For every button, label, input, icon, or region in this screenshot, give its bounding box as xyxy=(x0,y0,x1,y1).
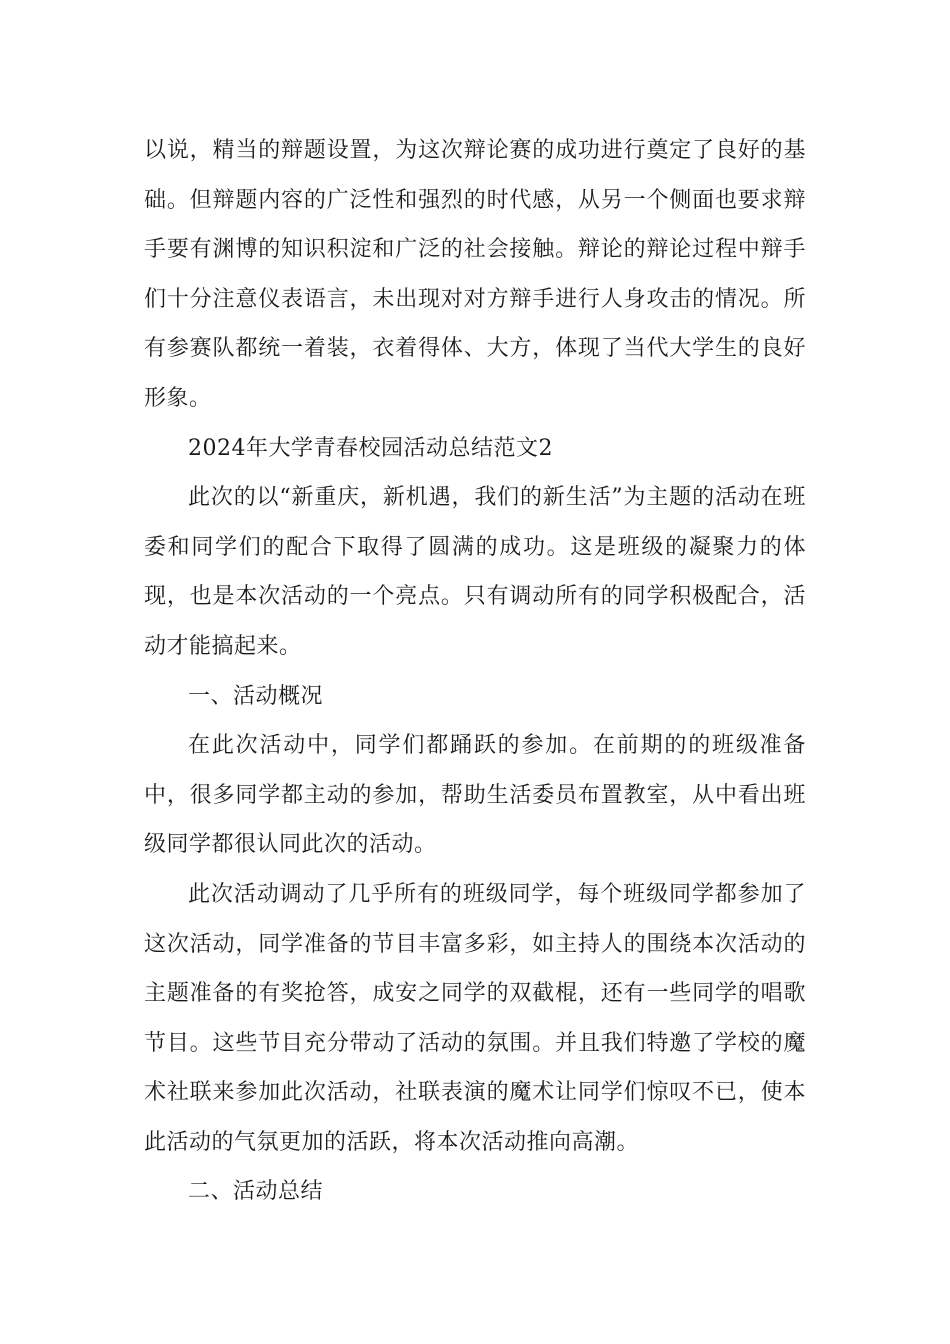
section-heading-overview: 一、活动概况 xyxy=(188,683,324,709)
paragraph-debate-summary: 以说，精当的辩题设置，为这次辩论赛的成功进行奠定了良好的基础。但辩题内容的广泛性和强烈的时代感，从另一个侧面也要求辩手要有渊博的知识积淀和广泛的社会接触。辩论的辩论过程中辩手们十分注意仪表语言，未出现对对方辩手进行人身攻击的情况。所有参赛队都统一着装，衣着得体、大方，体现了当代大学生的良好形象。 xyxy=(144,138,806,411)
paragraph-participation: 在此次活动中，同学们都踊跃的参加。在前期的的班级准备中，很多同学都主动的参加，帮助生活委员布置教室，从中看出班级同学都很认同此次的活动。 xyxy=(144,733,806,858)
section-title-essay-2: 2024年大学青春校园活动总结范文2 xyxy=(188,435,553,461)
paragraph-programs: 此次活动调动了几乎所有的班级同学，每个班级同学都参加了这次活动，同学准备的节目丰富多彩，如主持人的围绕本次活动的主题准备的有奖抢答，成安之同学的双截棍，还有一些同学的唱歌节目。这些节目充分带动了活动的氛围。并且我们特邀了学校的魔术社联来参加此次活动，社联表演的魔术让同学们惊叹不已，使本此活动的气氛更加的活跃，将本次活动推向高潮。 xyxy=(144,881,806,1155)
document-body xyxy=(144,126,806,1217)
section-heading-summary: 二、活动总结 xyxy=(188,1179,324,1205)
paragraph-activity-intro: 此次的以“新重庆，新机遇，我们的新生活”为主题的活动在班委和同学们的配合下取得了圆满的成功。这是班级的凝聚力的体现，也是本次活动的一个亮点。只有调动所有的同学积极配合，活动才能搞起来。 xyxy=(144,485,806,659)
